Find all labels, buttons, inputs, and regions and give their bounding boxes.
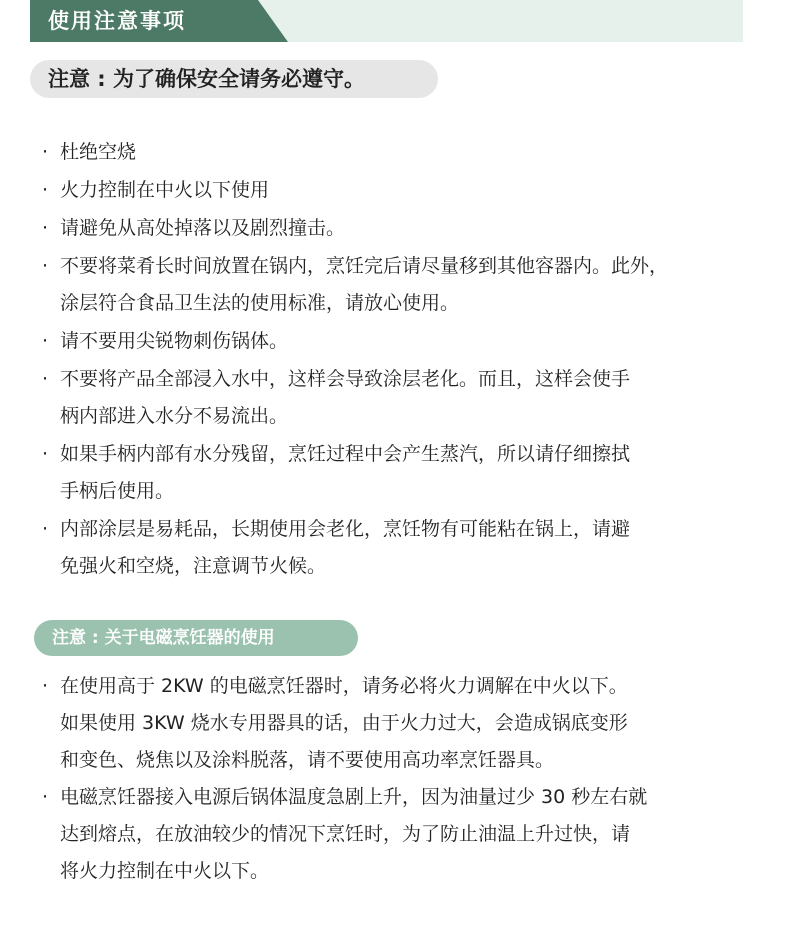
list-item-text: 火力控制在中火以下使用 (60, 179, 270, 201)
list-item-text: 在使用高于 2KW 的电磁烹饪器时，请务必将火力调解在中火以下。 (60, 675, 628, 697)
list-item-text: 将火力控制在中火以下。 (60, 860, 270, 882)
list-item (34, 172, 754, 209)
list-item-text: 如果使用 3KW 烧水专用器具的话，由于火力过大，会造成锅底变形 (60, 712, 628, 734)
list-item-text: 内部涂层是易耗品，长期使用会老化，烹饪物有可能粘在锅上，请避 (60, 518, 631, 540)
bullet-icon: · (41, 368, 49, 390)
bullet-icon: · (41, 786, 49, 808)
list-item-text: 免强火和空烧，注意调节火候。 (60, 555, 327, 577)
list-item-text: 如果手柄内部有水分残留，烹饪过程中会产生蒸汽，所以请仔细擦拭 (60, 443, 631, 465)
bullet-icon: · (41, 141, 49, 163)
list-item (34, 361, 754, 435)
list-item (34, 511, 754, 585)
list-item-text: 和变色、烧焦以及涂料脱落，请不要使用高功率烹饪器具。 (60, 749, 555, 771)
safety-notice-badge: 注意 : 为了确保安全请务必遵守。 (30, 60, 438, 98)
bullet-icon: · (41, 518, 49, 540)
safety-notice-list (34, 134, 754, 586)
list-item (34, 248, 754, 322)
list-item (34, 323, 754, 360)
bullet-icon: · (41, 443, 49, 465)
bullet-icon: · (41, 179, 49, 201)
list-item (34, 134, 754, 171)
list-item-text: 不要将菜肴长时间放置在锅内，烹饪完后请尽量移到其他容器内。此外， (60, 255, 669, 277)
list-item-text: 手柄后使用。 (60, 480, 175, 502)
list-item (34, 779, 754, 890)
induction-notice-list (34, 668, 754, 890)
list-item-text: 柄内部进入水分不易流出。 (60, 405, 289, 427)
list-item-text: 电磁烹饪器接入电源后锅体温度急剧上升，因为油量过少 30 秒左右就 (60, 786, 648, 808)
bullet-icon: · (41, 217, 49, 239)
list-item-text: 不要将产品全部浸入水中，这样会导致涂层老化。而且，这样会使手 (60, 368, 631, 390)
bullet-icon: · (41, 255, 49, 277)
list-item-text: 达到熔点，在放油较少的情况下烹饪时，为了防止油温上升过快，请 (60, 823, 631, 845)
list-item (34, 436, 754, 510)
list-item-text: 杜绝空烧 (60, 141, 137, 163)
bullet-icon: · (41, 675, 49, 697)
page-title: 使用注意事项 (48, 9, 186, 33)
induction-notice-badge: 注意 : 关于电磁烹饪器的使用 (34, 620, 358, 656)
bullet-icon: · (41, 330, 49, 352)
list-item (34, 210, 754, 247)
list-item (34, 668, 754, 779)
list-item-text: 请不要用尖锐物刺伤锅体。 (60, 330, 289, 352)
list-item-text: 涂层符合食品卫生法的使用标准，请放心使用。 (60, 292, 460, 314)
list-item-text: 请避免从高处掉落以及剧烈撞击。 (60, 217, 346, 239)
